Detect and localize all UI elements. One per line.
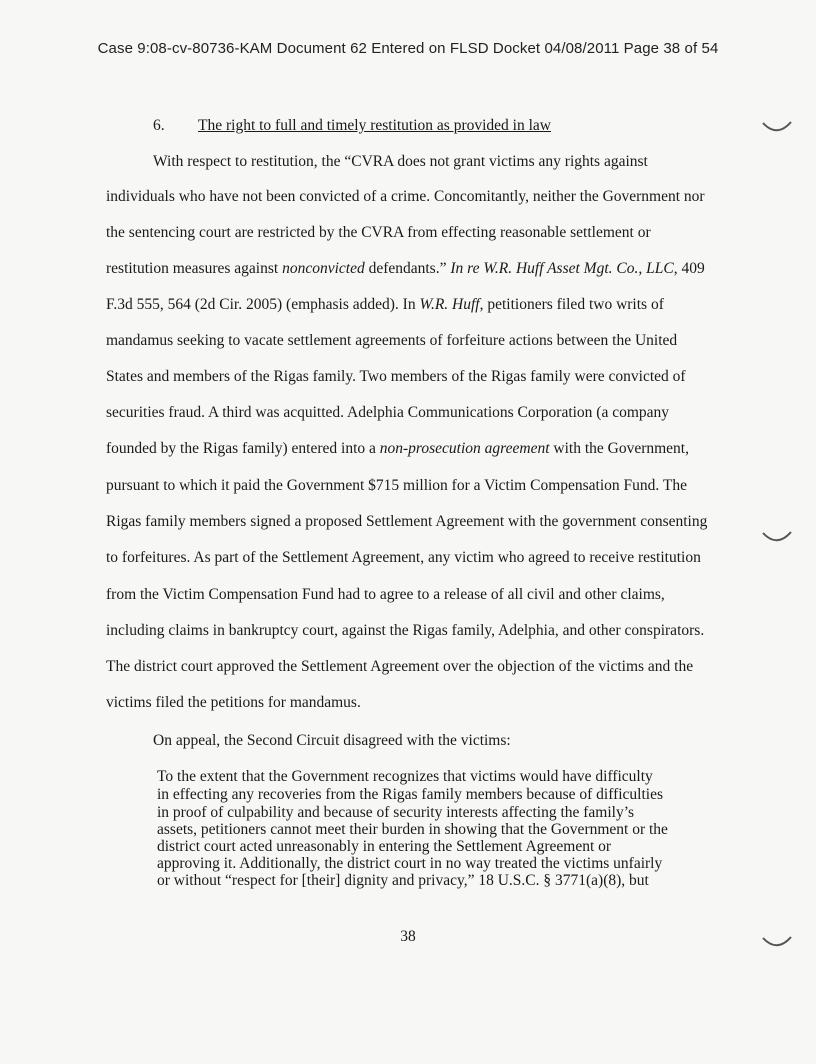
block-quote-line: in proof of culpability and because of security interests affecting the family’s (157, 804, 635, 821)
body-line: the sentencing court are restricted by the CVRA from effecting reasonable settlement or (106, 224, 651, 241)
docket-header: Case 9:08-cv-80736-KAM Document 62 Entered on FLSD Docket 04/08/2011 Page 38 of 54 (97, 40, 719, 57)
body-line: restitution measures against nonconvicted defendants.” In re W.R. Huff Asset Mgt. Co., LLC, 409 (106, 260, 705, 277)
body-line: to forfeitures. As part of the Settlement Agreement, any victim who agreed to receive restitution (106, 549, 701, 566)
body-line: securities fraud. A third was acquitted. Adelphia Communications Corporation (a company (106, 404, 670, 421)
block-quote-line: in effecting any recoveries from the Rigas family members because of difficulties (157, 786, 664, 803)
body-line: mandamus seeking to vacate settlement agreements of forfeiture actions between the United (106, 332, 678, 349)
block-quote-line: district court acted unreasonably in entering the Settlement Agreement or (157, 838, 612, 855)
body-line: victims filed the petitions for mandamus. (106, 694, 361, 711)
block-quote-line: To the extent that the Government recognizes that victims would have difficulty (157, 768, 653, 785)
block-quote-line: or without “respect for [their] dignity and privacy,” 18 U.S.C. § 3771(a)(8), but (157, 872, 649, 889)
section-heading (153, 117, 551, 135)
body-line: States and members of the Rigas family. Two members of the Rigas family were convicted of (106, 368, 686, 385)
body-line: including claims in bankruptcy court, against the Rigas family, Adelphia, and other conspirators. (106, 622, 705, 639)
body-line: pursuant to which it paid the Government $715 million for a Victim Compensation Fund. The (106, 477, 687, 494)
body-line: from the Victim Compensation Fund had to agree to a release of all civil and other claims, (106, 586, 665, 603)
body-line: On appeal, the Second Circuit disagreed with the victims: (153, 732, 511, 749)
body-line: individuals who have not been convicted of a crime. Concomitantly, neither the Government nor (106, 188, 705, 205)
body-line: With respect to restitution, the “CVRA does not grant victims any rights against (153, 153, 648, 170)
binder-clip-mark (762, 120, 792, 136)
binder-clip-mark (762, 530, 792, 546)
section-title: The right to full and timely restitution as provided in law (198, 117, 551, 134)
body-line: F.3d 555, 564 (2d Cir. 2005) (emphasis added). In W.R. Huff, petitioners filed two writs of (106, 296, 664, 313)
binder-clip-mark (762, 935, 792, 951)
body-line: founded by the Rigas family) entered into a non-prosecution agreement with the Government, (106, 440, 689, 457)
section-number: 6. (153, 117, 165, 134)
body-line: The district court approved the Settlement Agreement over the objection of the victims and the (106, 658, 694, 675)
page-number: 38 (400, 928, 416, 945)
block-quote-line: approving it. Additionally, the district court in no way treated the victims unfairly (157, 855, 663, 872)
body-line: Rigas family members signed a proposed Settlement Agreement with the government consenting (106, 513, 708, 530)
block-quote-line: assets, petitioners cannot meet their burden in showing that the Government or the (157, 821, 668, 838)
